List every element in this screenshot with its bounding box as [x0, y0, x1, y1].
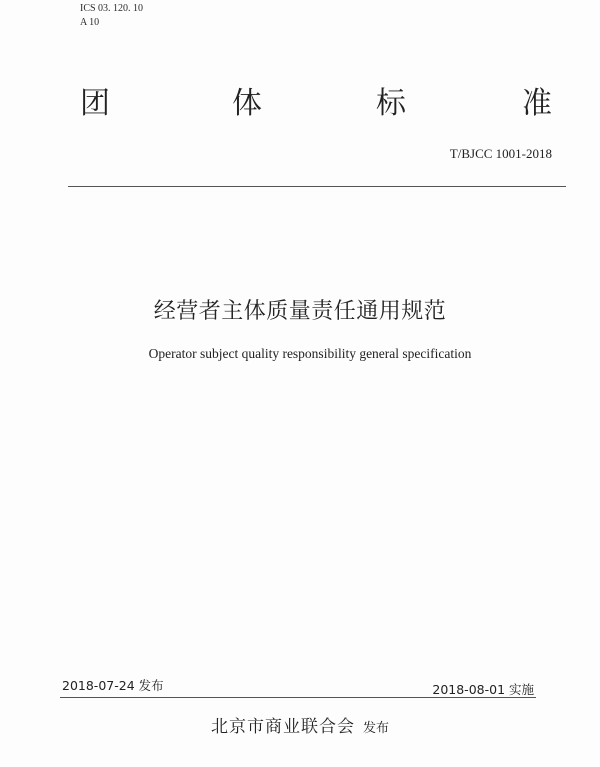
standard-type-char-4: 准: [522, 86, 552, 121]
chinese-title: 经营者主体质量责任通用规范: [153, 299, 447, 324]
english-title: Operator subject quality responsibility general specification: [148, 346, 472, 361]
standard-type-char-1: 团: [80, 86, 110, 121]
standard-type-char-3: 标: [376, 86, 406, 121]
publish-date: 2018-07-24 发布: [62, 678, 164, 693]
top-divider: [68, 186, 566, 187]
standard-number: T/BJCC 1001-2018: [449, 146, 552, 161]
ics-code: ICS 03. 120. 10: [80, 3, 144, 14]
publisher-action: 发布: [362, 721, 389, 736]
bottom-divider: [60, 697, 536, 698]
standard-type-char-2: 体: [232, 86, 262, 121]
standard-type-heading: [80, 84, 558, 128]
publisher-line: [0, 712, 600, 737]
classification-codes: [80, 2, 143, 30]
publisher-organization: 北京市商业联合会: [210, 717, 355, 737]
ccs-code: A 10: [80, 17, 100, 28]
implementation-date: 2018-08-01 实施: [432, 682, 534, 697]
